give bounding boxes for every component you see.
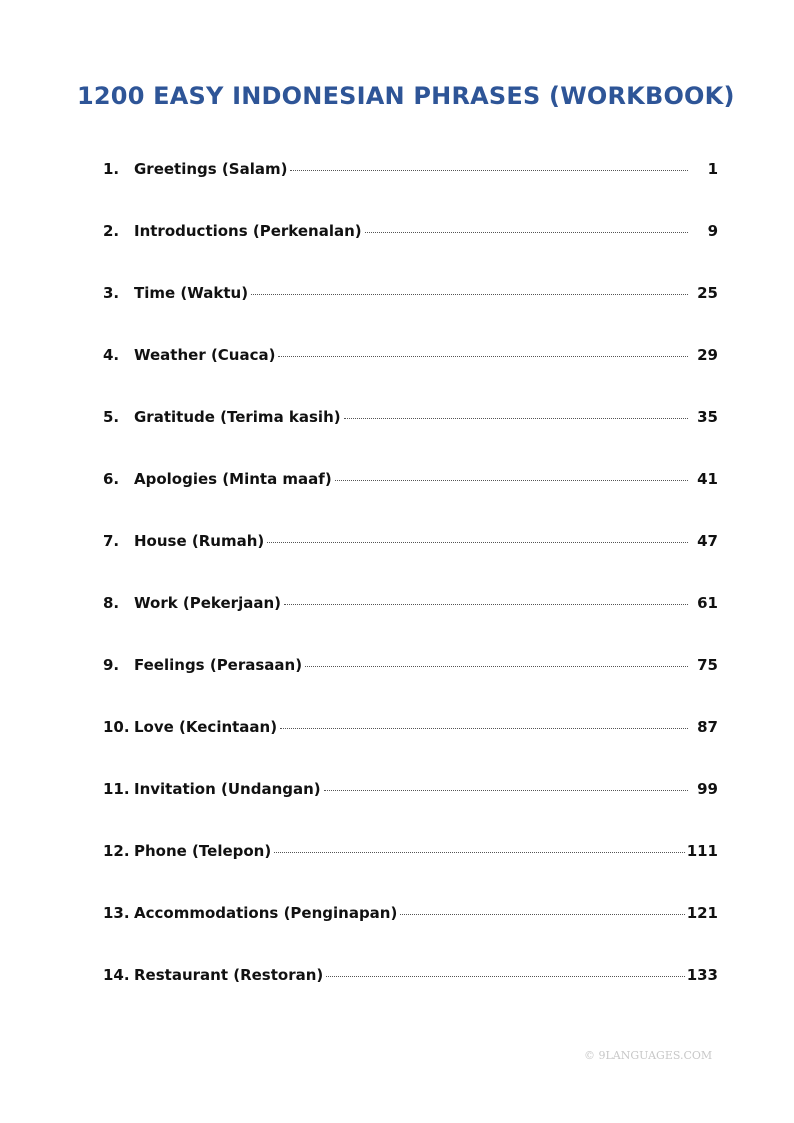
toc-entry-number: 9. [103, 656, 120, 674]
toc-entry-page-number: 133 [686, 966, 718, 984]
toc-entry[interactable] [103, 532, 718, 594]
toc-entry[interactable] [103, 718, 718, 780]
toc-entry-page-number: 41 [697, 470, 718, 488]
toc-dot-leader [251, 294, 688, 295]
toc-entry-number: 6. [103, 470, 120, 488]
toc-dot-leader [280, 728, 688, 729]
toc-entry-number: 4. [103, 346, 120, 364]
toc-entry[interactable] [103, 780, 718, 842]
toc-dot-leader [326, 976, 684, 977]
toc-entry-page-number: 75 [697, 656, 718, 674]
toc-dot-leader [324, 790, 688, 791]
toc-entry[interactable] [103, 904, 718, 966]
toc-entry-link[interactable]: Phone (Telepon) [134, 842, 272, 860]
toc-entry-link[interactable]: House (Rumah) [134, 532, 265, 550]
toc-entry-page-number: 1 [707, 160, 718, 178]
toc-entry[interactable] [103, 594, 718, 656]
toc-entry-page-number: 25 [697, 284, 718, 302]
toc-entry[interactable] [103, 966, 718, 1028]
toc-entry-link[interactable]: Weather (Cuaca) [134, 346, 276, 364]
toc-dot-leader [365, 232, 688, 233]
copyright-watermark: © 9LANGUAGES.COM [584, 1049, 713, 1062]
toc-entry-link[interactable]: Greetings (Salam) [134, 160, 288, 178]
toc-entry-number: 13. [103, 904, 130, 922]
toc-dot-leader [284, 604, 688, 605]
toc-entry-number: 1. [103, 160, 120, 178]
toc-dot-leader [267, 542, 688, 543]
toc-entry[interactable] [103, 160, 718, 222]
toc-entry-link[interactable]: Love (Kecintaan) [134, 718, 278, 736]
toc-entry-page-number: 47 [697, 532, 718, 550]
toc-dot-leader [305, 666, 688, 667]
document-title: 1200 EASY INDONESIAN PHRASES (WORKBOOK) [77, 82, 735, 110]
toc-dot-leader [290, 170, 688, 171]
toc-entry[interactable] [103, 222, 718, 284]
toc-entry[interactable] [103, 284, 718, 346]
toc-entry-link[interactable]: Accommodations (Penginapan) [134, 904, 398, 922]
toc-entry[interactable] [103, 346, 718, 408]
toc-entry[interactable] [103, 470, 718, 532]
toc-entry-number: 12. [103, 842, 130, 860]
toc-dot-leader [278, 356, 688, 357]
toc-dot-leader [335, 480, 688, 481]
toc-dot-leader [400, 914, 684, 915]
toc-entry-number: 11. [103, 780, 130, 798]
toc-entry-link[interactable]: Feelings (Perasaan) [134, 656, 303, 674]
toc-entry-page-number: 35 [697, 408, 718, 426]
toc-entry-number: 3. [103, 284, 120, 302]
toc-entry-link[interactable]: Gratitude (Terima kasih) [134, 408, 341, 426]
toc-entry-link[interactable]: Work (Pekerjaan) [134, 594, 281, 612]
toc-entry[interactable] [103, 408, 718, 470]
toc-entry-number: 5. [103, 408, 120, 426]
toc-entry-page-number: 99 [697, 780, 718, 798]
toc-entry[interactable] [103, 656, 718, 718]
toc-entry-page-number: 61 [697, 594, 718, 612]
toc-entry-number: 7. [103, 532, 120, 550]
toc-entry-page-number: 29 [697, 346, 718, 364]
toc-entry-page-number: 111 [686, 842, 718, 860]
toc-entry-link[interactable]: Apologies (Minta maaf) [134, 470, 332, 488]
toc-entry-number: 2. [103, 222, 120, 240]
toc-dot-leader [344, 418, 688, 419]
toc-entry-page-number: 87 [697, 718, 718, 736]
table-of-contents [103, 160, 718, 1028]
toc-entry-link[interactable]: Restaurant (Restoran) [134, 966, 324, 984]
toc-entry-number: 8. [103, 594, 120, 612]
toc-entry-number: 10. [103, 718, 130, 736]
toc-entry[interactable] [103, 842, 718, 904]
toc-entry-link[interactable]: Introductions (Perkenalan) [134, 222, 362, 240]
toc-entry-number: 14. [103, 966, 130, 984]
toc-entry-link[interactable]: Invitation (Undangan) [134, 780, 321, 798]
toc-entry-link[interactable]: Time (Waktu) [134, 284, 249, 302]
toc-entry-page-number: 9 [707, 222, 718, 240]
toc-dot-leader [274, 852, 684, 853]
toc-entry-page-number: 121 [686, 904, 718, 922]
